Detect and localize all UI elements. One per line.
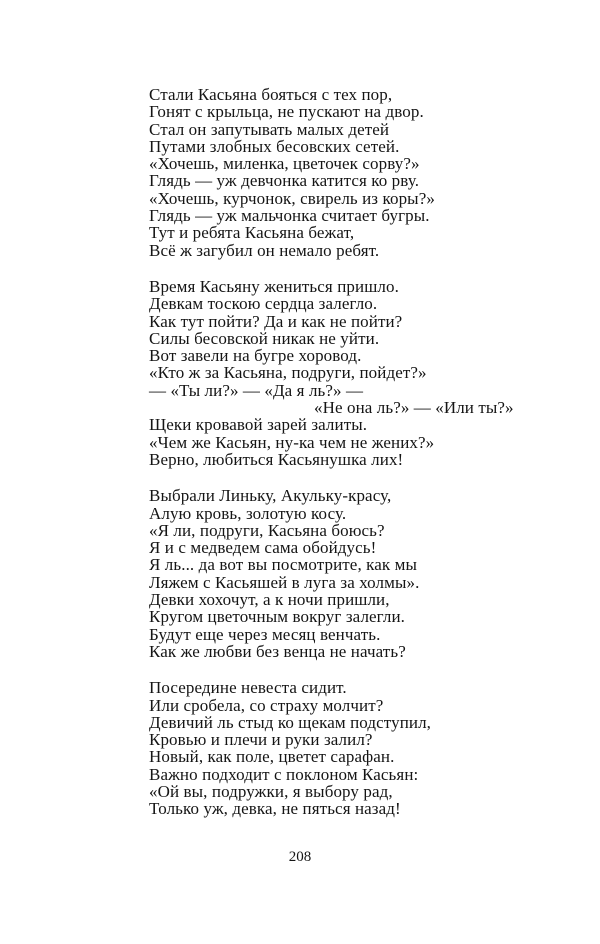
poem-line: Ляжем с Касьяшей в луга за холмы». bbox=[149, 572, 420, 592]
poem-line: Всё ж загубил он немало ребят. bbox=[149, 240, 380, 260]
poem-line: — «Ты ли?» — «Да я ль?» — bbox=[149, 380, 364, 400]
poem-line: Стали Касьяна бояться с тех пор, bbox=[149, 85, 393, 104]
stanza-break bbox=[149, 660, 569, 679]
stanza-break bbox=[149, 259, 569, 278]
stanza bbox=[149, 278, 569, 468]
poem-line: Я и с медведем сама обойдусь! bbox=[149, 538, 377, 558]
poem-line: Как тут пойти? Да и как не пойти? bbox=[149, 311, 403, 331]
poem-line: «Хочешь, курчонок, свирель из коры?» bbox=[149, 188, 435, 208]
poem-line-indented: «Не она ль?» — «Или ты?» bbox=[314, 398, 514, 418]
stanza bbox=[149, 86, 569, 259]
stanza-break bbox=[149, 468, 569, 487]
poem-line: Посередине невеста сидит. bbox=[149, 678, 347, 698]
poem-line: Силы бесовской никак не уйти. bbox=[149, 328, 380, 348]
poem-line: Девки хохочут, а к ночи пришли, bbox=[149, 590, 390, 610]
poem-line: «Хочешь, миленка, цветочек сорву?» bbox=[149, 154, 420, 174]
poem-line: Кругом цветочным вокруг залегли. bbox=[149, 607, 406, 627]
poem-line: Стал он запутывать малых детей bbox=[149, 119, 390, 139]
stanza bbox=[149, 487, 569, 660]
poem-line: Будут еще через месяц венчать. bbox=[149, 624, 381, 644]
poem-line: «Я ли, подруги, Касьяна боюсь? bbox=[149, 520, 385, 540]
poem-line: «Чем же Касьян, ну-ка чем не жених?» bbox=[149, 432, 435, 452]
poem-line: Щеки кровавой зарей залиты. bbox=[149, 415, 368, 435]
poem-line: «Кто ж за Касьяна, подруги, пойдет?» bbox=[149, 363, 427, 383]
poem-line: «Ой вы, подружки, я выбору рад, bbox=[149, 781, 393, 801]
poem-line: Только уж, девка, не пяться назад! bbox=[149, 799, 401, 819]
poem-line: Тут и ребята Касьяна бежат, bbox=[149, 223, 355, 243]
poem-text bbox=[149, 86, 569, 818]
poem-line: Новый, как поле, цветет сарафан. bbox=[149, 747, 395, 767]
poem-line: Глядь — уж мальчонка считает бугры. bbox=[149, 206, 430, 226]
poem-line: Гонят с крыльца, не пускают на двор. bbox=[149, 102, 424, 122]
page-number: 208 bbox=[288, 849, 312, 865]
poem-line: Важно подходит с поклоном Касьян: bbox=[149, 764, 419, 784]
poem-line: Глядь — уж девчонка катится ко рву. bbox=[149, 171, 420, 191]
poem-line: Кровью и плечи и руки залил? bbox=[149, 730, 373, 750]
poem-line: Верно, любиться Касьянушка лих! bbox=[149, 449, 404, 469]
poem-line: Вот завели на бугре хоровод. bbox=[149, 346, 362, 366]
poem-line: Время Касьяну жениться пришло. bbox=[149, 276, 399, 296]
poem-line: Девичий ль стыд ко щекам подступил, bbox=[149, 712, 432, 732]
stanza bbox=[149, 679, 569, 817]
poem-line: Путами злобных бесовских сетей. bbox=[149, 136, 400, 156]
poem-line: Как же любви без венца не начать? bbox=[149, 641, 406, 661]
poem-line: Я ль... да вот вы посмотрите, как мы bbox=[149, 555, 417, 575]
poem-line: Выбрали Линьку, Акульку-красу, bbox=[149, 486, 392, 506]
poem-line: Алую кровь, золотую косу. bbox=[149, 503, 347, 523]
poem-line: Девкам тоскою сердца залегло. bbox=[149, 294, 378, 314]
poem-line: Или сробела, со страху молчит? bbox=[149, 695, 384, 715]
